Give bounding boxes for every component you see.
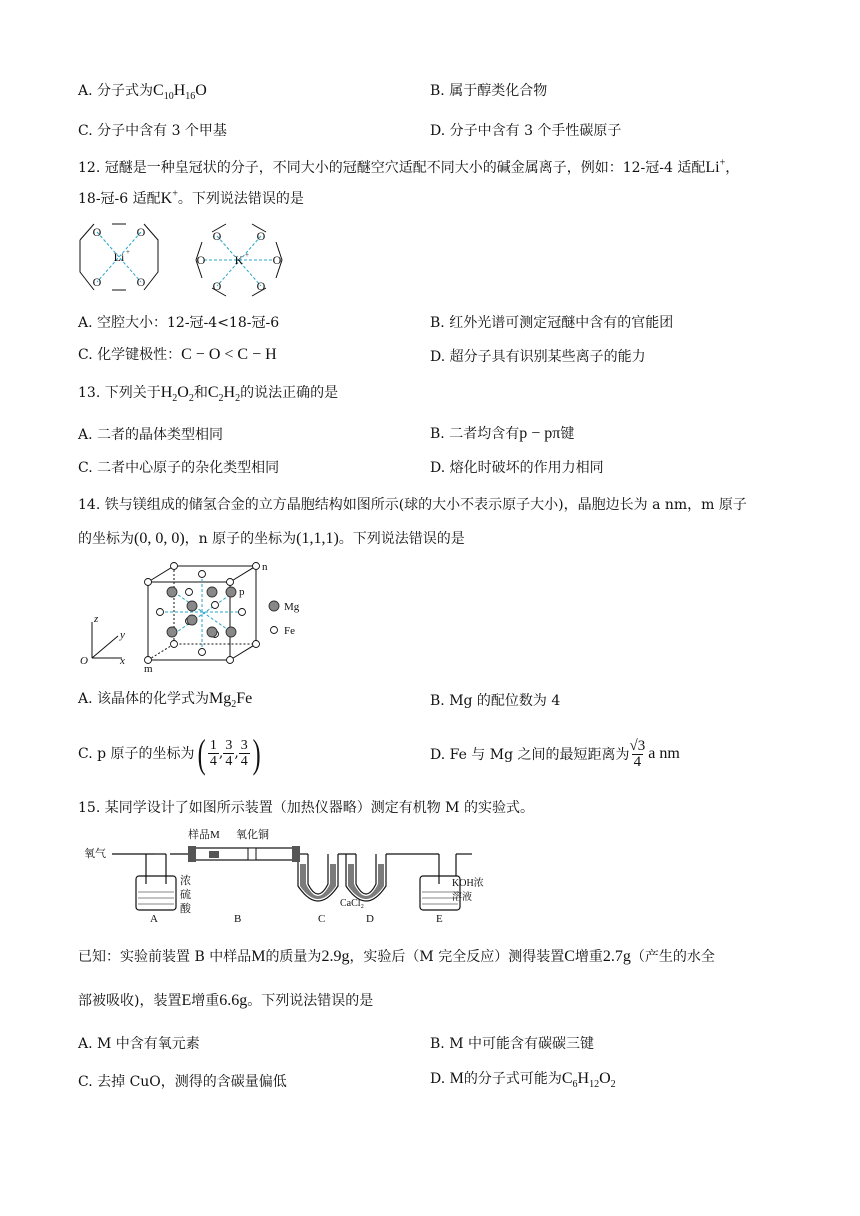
frac-3: $\frac{3}{4}$ bbox=[240, 737, 248, 769]
svg-text:+: + bbox=[245, 251, 249, 259]
svg-text:溶液: 溶液 bbox=[452, 892, 472, 903]
q12-option-c: C. 化学键极性：C − O < C − H bbox=[78, 346, 277, 363]
oxygen-atom: O bbox=[272, 253, 282, 267]
q14-option-a: A. 该晶体的化学式为$Mg_2Fe$ bbox=[78, 690, 253, 711]
oxygen-atom: O bbox=[136, 275, 146, 289]
svg-text:+: + bbox=[126, 248, 130, 256]
q11-option-c: C. 分子中含有 3 个甲基 bbox=[78, 123, 227, 139]
q11-option-a: A. 分子式为$C_{10}H_{16}O$ bbox=[78, 82, 207, 103]
svg-text:酸: 酸 bbox=[180, 903, 191, 915]
q12-option-d: D. 超分子具有识别某些离子的能力 bbox=[430, 349, 646, 365]
oxygen-atom: O bbox=[136, 225, 146, 239]
q12-stem-line1: 12. 冠醚是一种皇冠状的分子，不同大小的冠醚空穴适配不同大小的碱金属离子，例如：12-冠-4 适配Li+， bbox=[78, 157, 740, 176]
label-e: E bbox=[436, 913, 443, 925]
legend-mg: Mg bbox=[284, 601, 300, 613]
q15-known-line2: 部被吸收)，装置E增重6.6g。下列说法错误的是 bbox=[78, 992, 374, 1009]
svg-text:硫: 硫 bbox=[180, 889, 191, 901]
legend-fe: Fe bbox=[284, 625, 295, 637]
label-koh: KOH浓 bbox=[452, 878, 484, 889]
q15-known-line1: 已知：实验前装置 B 中样品M的质量为2.9g，实验后（M 完全反应）测得装置C增重2.7g（产生的水全 bbox=[78, 948, 715, 965]
label-b: B bbox=[234, 913, 242, 925]
frac-2: $\frac{3}{4}$ bbox=[225, 737, 233, 769]
apparatus-figure bbox=[84, 824, 484, 925]
label-c: C bbox=[318, 913, 326, 925]
q13-stem: 13. 下列关于$H_2O_2$和$C_2H_2$的说法正确的是 bbox=[78, 384, 339, 405]
q15-stem: 15. 某同学设计了如图所示装置（加热仪器略）测定有机物 M 的实验式。 bbox=[78, 800, 534, 816]
label-oxygen: 氧气 bbox=[84, 848, 106, 860]
oxygen-atom: O bbox=[196, 253, 206, 267]
axis-x-label: x bbox=[120, 655, 125, 667]
q15-option-b: B. M 中可能含有碳碳三键 bbox=[430, 1036, 594, 1052]
q13-option-a: A. 二者的晶体类型相同 bbox=[78, 427, 224, 443]
q14-option-c: C. p 原子的坐标为 ( $\frac{1}{4}$ , $\frac{3}{4}$ , $\frac{3}{4}$ ) bbox=[78, 730, 261, 776]
li-ion-label: Li bbox=[113, 250, 125, 264]
q14-option-d: D. Fe 与 Mg 之间的最短距离为 $\frac{√3}{4}$ a nm bbox=[430, 737, 680, 770]
oxygen-atom: O bbox=[256, 279, 266, 293]
crown-ether-figure bbox=[74, 210, 284, 302]
q12-ion-li: Li bbox=[705, 159, 720, 176]
crystal-cell-figure bbox=[74, 560, 334, 675]
oxygen-atom: O bbox=[212, 279, 222, 293]
axis-z-label: z bbox=[94, 613, 99, 625]
k-ion-label: K bbox=[234, 253, 244, 267]
axis-origin-label: O bbox=[80, 655, 88, 667]
q12-option-a: A. 空腔大小：12-冠-4<18-冠-6 bbox=[78, 315, 280, 331]
oxygen-atom: O bbox=[212, 229, 222, 243]
axis-y-label: y bbox=[120, 629, 125, 641]
q11-option-b: B. 属于醇类化合物 bbox=[430, 83, 548, 99]
label-d: D bbox=[366, 913, 374, 925]
frac-1: $\frac{1}{4}$ bbox=[209, 737, 217, 769]
atom-p-label: p bbox=[239, 586, 245, 598]
oxygen-atom: O bbox=[92, 225, 102, 239]
label-sample: 样品M bbox=[188, 829, 220, 841]
label-cacl2: CaCl₂ bbox=[340, 898, 365, 909]
label-cuo: 氧化铜 bbox=[236, 829, 269, 841]
q13-option-c: C. 二者中心原子的杂化类型相同 bbox=[78, 460, 280, 476]
q11-option-a-formula: $C_{10}H_{16}O$ bbox=[153, 82, 207, 103]
label-a: A bbox=[150, 913, 158, 925]
q15-option-c: C. 去掉 CuO，测得的含碳量偏低 bbox=[78, 1074, 287, 1090]
q12-stem-line2: 18-冠-6 适配K+。下列说法错误的是 bbox=[78, 188, 304, 207]
q15-option-d: D. M的分子式可能为$C_6H_{12}O_2$ bbox=[430, 1070, 616, 1091]
oxygen-atom: O bbox=[256, 229, 266, 243]
q14-stem-line2: 的坐标为(0, 0, 0)，n 原子的坐标为(1,1,1)。下列说法错误的是 bbox=[78, 530, 465, 547]
q12-option-b: B. 红外光谱可测定冠醚中含有的官能团 bbox=[430, 315, 674, 331]
q13-option-b: B. 二者均含有p − pπ键 bbox=[430, 425, 575, 442]
q14-stem-line1: 14. 铁与镁组成的储氢合金的立方晶胞结构如图所示(球的大小不表示原子大小)，晶胞边长为 a nm，m 原子 bbox=[78, 497, 747, 513]
q11-option-d: D. 分子中含有 3 个手性碳原子 bbox=[430, 123, 622, 139]
atom-m-label: m bbox=[144, 663, 153, 675]
q14-option-b: B. Mg 的配位数为 4 bbox=[430, 693, 561, 709]
label-acid: 浓 bbox=[180, 875, 191, 887]
atom-n-label: n bbox=[262, 561, 268, 573]
q15-option-a: A. M 中含有氧元素 bbox=[78, 1036, 200, 1052]
q12-ion-k: K bbox=[160, 190, 173, 207]
oxygen-atom: O bbox=[92, 275, 102, 289]
q13-option-d: D. 熔化时破坏的作用力相同 bbox=[430, 460, 604, 476]
